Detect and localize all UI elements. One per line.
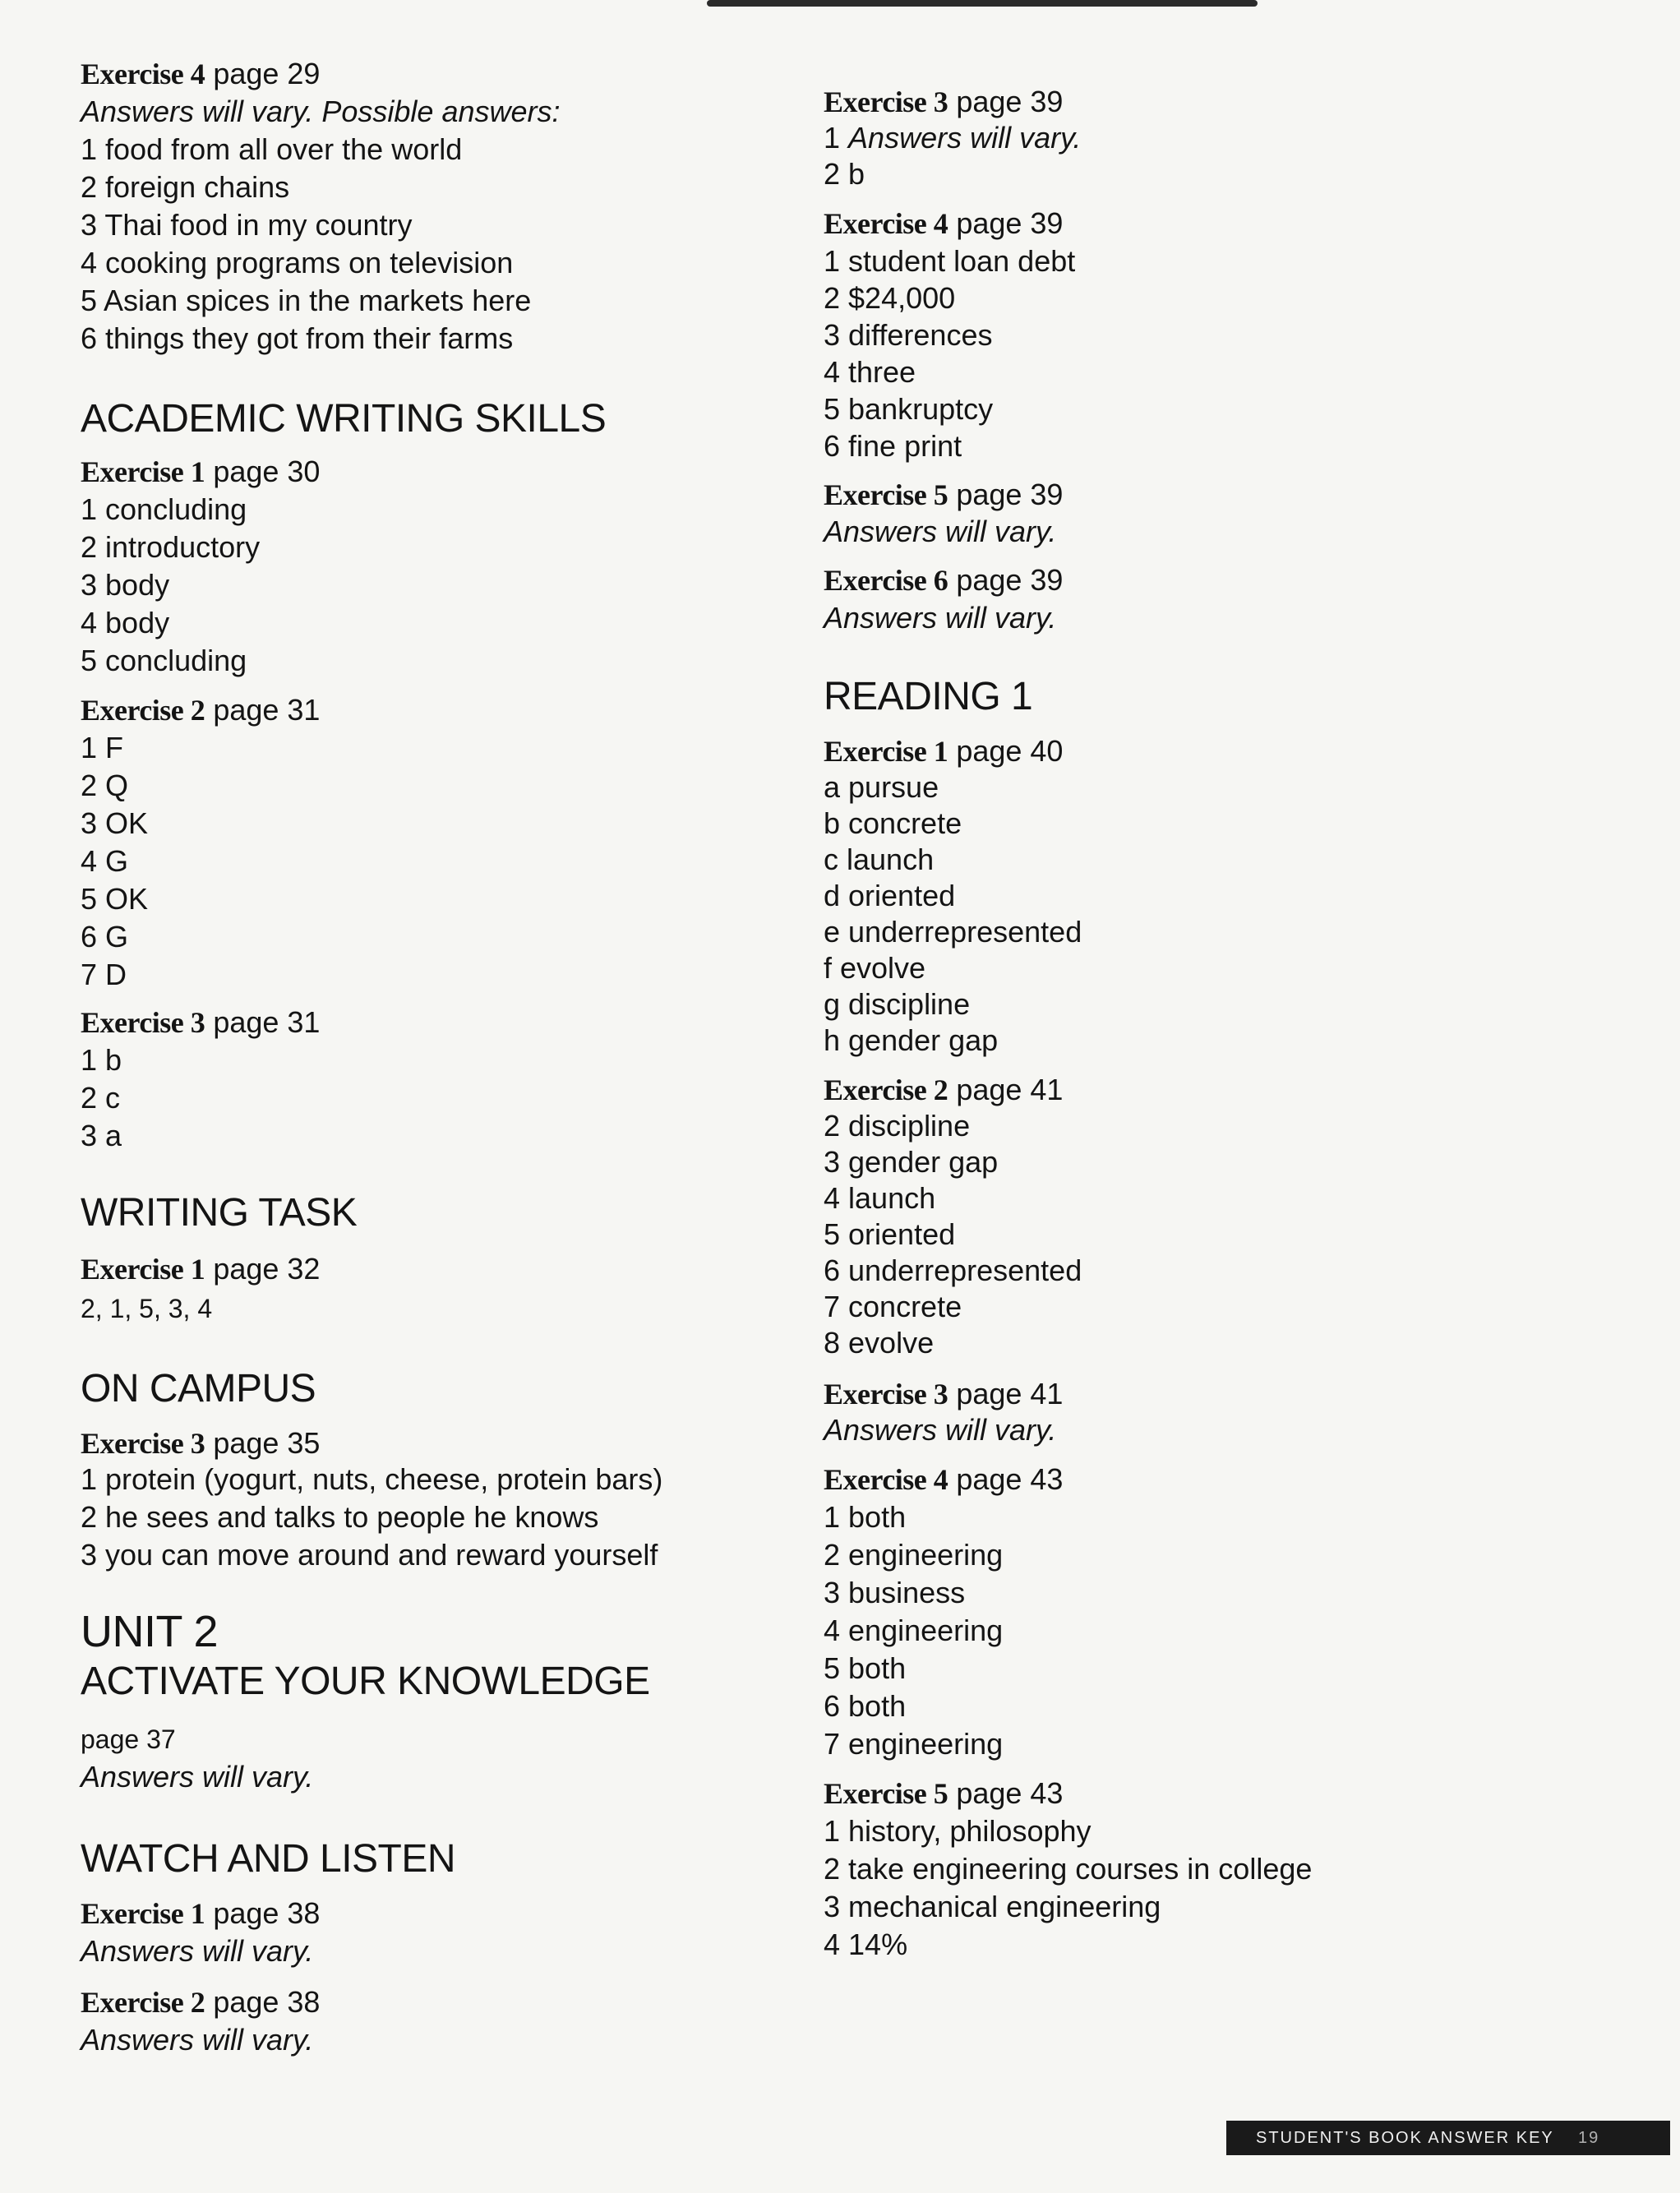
exercise-heading: Exercise 3 page 31 xyxy=(81,1005,321,1039)
answers-note: Answers will vary. xyxy=(824,601,1057,635)
exercise-heading: Exercise 4 page 29 xyxy=(81,57,321,90)
list-item: 1 Answers will vary. xyxy=(824,121,1082,155)
exercise-heading: Exercise 6 page 39 xyxy=(824,563,1064,597)
list-item: 2 he sees and talks to people he knows xyxy=(81,1500,599,1534)
list-item: 5 oriented xyxy=(824,1217,956,1251)
list-item: 4 cooking programs on television xyxy=(81,246,514,279)
list-item: 4 launch xyxy=(824,1181,936,1215)
list-item: 3 mechanical engineering xyxy=(824,1890,1161,1923)
section-heading: READING 1 xyxy=(824,675,1033,718)
list-item: 3 gender gap xyxy=(824,1145,999,1179)
list-item: 6 G xyxy=(81,920,129,953)
top-edge-bar xyxy=(707,0,1258,7)
list-item: 4 14% xyxy=(824,1928,908,1961)
list-item: 3 Thai food in my country xyxy=(81,208,413,242)
exercise-heading: Exercise 1 page 32 xyxy=(81,1252,321,1286)
list-item: 6 underrepresented xyxy=(824,1253,1082,1287)
exercise-heading: Exercise 1 page 40 xyxy=(824,734,1064,768)
answer-text: 2, 1, 5, 3, 4 xyxy=(81,1294,213,1323)
list-item: 1 student loan debt xyxy=(824,244,1076,278)
exercise-heading: Exercise 3 page 41 xyxy=(824,1377,1064,1410)
list-item: d oriented xyxy=(824,879,956,912)
list-item: 3 OK xyxy=(81,806,149,840)
list-item: 7 concrete xyxy=(824,1290,962,1323)
list-item: g discipline xyxy=(824,987,971,1021)
list-item: 1 b xyxy=(81,1043,122,1077)
list-item: 1 food from all over the world xyxy=(81,132,463,166)
exercise-heading: Exercise 2 page 41 xyxy=(824,1073,1064,1106)
exercise-heading: Exercise 3 page 35 xyxy=(81,1426,321,1460)
list-item: 3 you can move around and reward yourself xyxy=(81,1538,658,1572)
exercise-heading: Exercise 2 page 31 xyxy=(81,693,321,727)
list-item: 5 OK xyxy=(81,882,149,916)
list-item: 3 body xyxy=(81,568,170,602)
list-item: 2 c xyxy=(81,1081,121,1115)
list-item: 2 foreign chains xyxy=(81,170,290,204)
list-item: 8 evolve xyxy=(824,1326,935,1360)
answers-note: Answers will vary. xyxy=(824,1413,1057,1447)
list-item: a pursue xyxy=(824,770,939,804)
exercise-heading: Exercise 5 page 39 xyxy=(824,478,1064,511)
section-heading: WRITING TASK xyxy=(81,1191,358,1235)
section-heading: ACTIVATE YOUR KNOWLEDGE xyxy=(81,1660,650,1703)
list-item: 2 take engineering courses in college xyxy=(824,1852,1313,1886)
list-item: h gender gap xyxy=(824,1023,999,1057)
exercise-heading: Exercise 5 page 43 xyxy=(824,1776,1064,1810)
page-reference: page 37 xyxy=(81,1724,176,1754)
list-item: 4 three xyxy=(824,355,916,389)
list-item: e underrepresented xyxy=(824,915,1082,949)
page-number: 19 xyxy=(1577,2129,1600,2147)
list-item: 4 body xyxy=(81,606,170,639)
list-item: 3 differences xyxy=(824,318,993,352)
answers-note: Answers will vary. xyxy=(81,2023,314,2057)
list-item: c launch xyxy=(824,843,935,876)
list-item: b concrete xyxy=(824,806,962,840)
list-item: 6 fine print xyxy=(824,429,962,463)
list-item: 5 concluding xyxy=(81,644,247,677)
exercise-heading: Exercise 2 page 38 xyxy=(81,1985,321,2019)
list-item: 5 both xyxy=(824,1651,907,1685)
list-item: 4 engineering xyxy=(824,1614,1004,1647)
exercise-heading: Exercise 4 page 39 xyxy=(824,206,1064,240)
list-item: 5 bankruptcy xyxy=(824,392,994,426)
answers-note: Answers will vary. xyxy=(81,1760,314,1794)
section-heading: WATCH AND LISTEN xyxy=(81,1837,456,1881)
list-item: 2 b xyxy=(824,157,865,191)
list-item: 6 things they got from their farms xyxy=(81,321,514,355)
list-item: 7 D xyxy=(81,958,127,991)
list-item: 5 Asian spices in the markets here xyxy=(81,284,532,317)
section-heading: ON CAMPUS xyxy=(81,1367,316,1410)
unit-heading: UNIT 2 xyxy=(81,1607,219,1656)
exercise-heading: Exercise 1 page 30 xyxy=(81,455,321,488)
list-item: 6 both xyxy=(824,1689,907,1723)
footer-label xyxy=(1226,2121,1670,2155)
list-item: 2 Q xyxy=(81,769,129,802)
list-item: 2 engineering xyxy=(824,1538,1004,1572)
section-heading: ACADEMIC WRITING SKILLS xyxy=(81,397,607,441)
list-item: 1 F xyxy=(81,731,124,764)
list-item: 1 protein (yogurt, nuts, cheese, protein bars) xyxy=(81,1462,663,1496)
list-item: 2 introductory xyxy=(81,530,261,564)
answers-note: Answers will vary. xyxy=(81,1934,314,1968)
exercise-heading: Exercise 4 page 43 xyxy=(824,1462,1064,1496)
answers-note: Answers will vary. xyxy=(824,515,1057,548)
footer-text: STUDENT'S BOOK ANSWER KEY xyxy=(1256,2129,1554,2147)
answers-note: Answers will vary. Possible answers: xyxy=(81,95,561,128)
exercise-heading: Exercise 3 page 39 xyxy=(824,85,1064,118)
list-item: 1 concluding xyxy=(81,492,247,526)
list-item: 3 business xyxy=(824,1576,966,1609)
list-item: 1 history, philosophy xyxy=(824,1814,1092,1848)
list-item: 3 a xyxy=(81,1119,122,1152)
list-item: 7 engineering xyxy=(824,1727,1004,1761)
exercise-heading: Exercise 1 page 38 xyxy=(81,1896,321,1930)
list-item: 1 both xyxy=(824,1500,907,1534)
list-item: f evolve xyxy=(824,951,926,985)
list-item: 4 G xyxy=(81,844,129,878)
list-item: 2 discipline xyxy=(824,1109,971,1143)
list-item: 2 $24,000 xyxy=(824,281,956,315)
